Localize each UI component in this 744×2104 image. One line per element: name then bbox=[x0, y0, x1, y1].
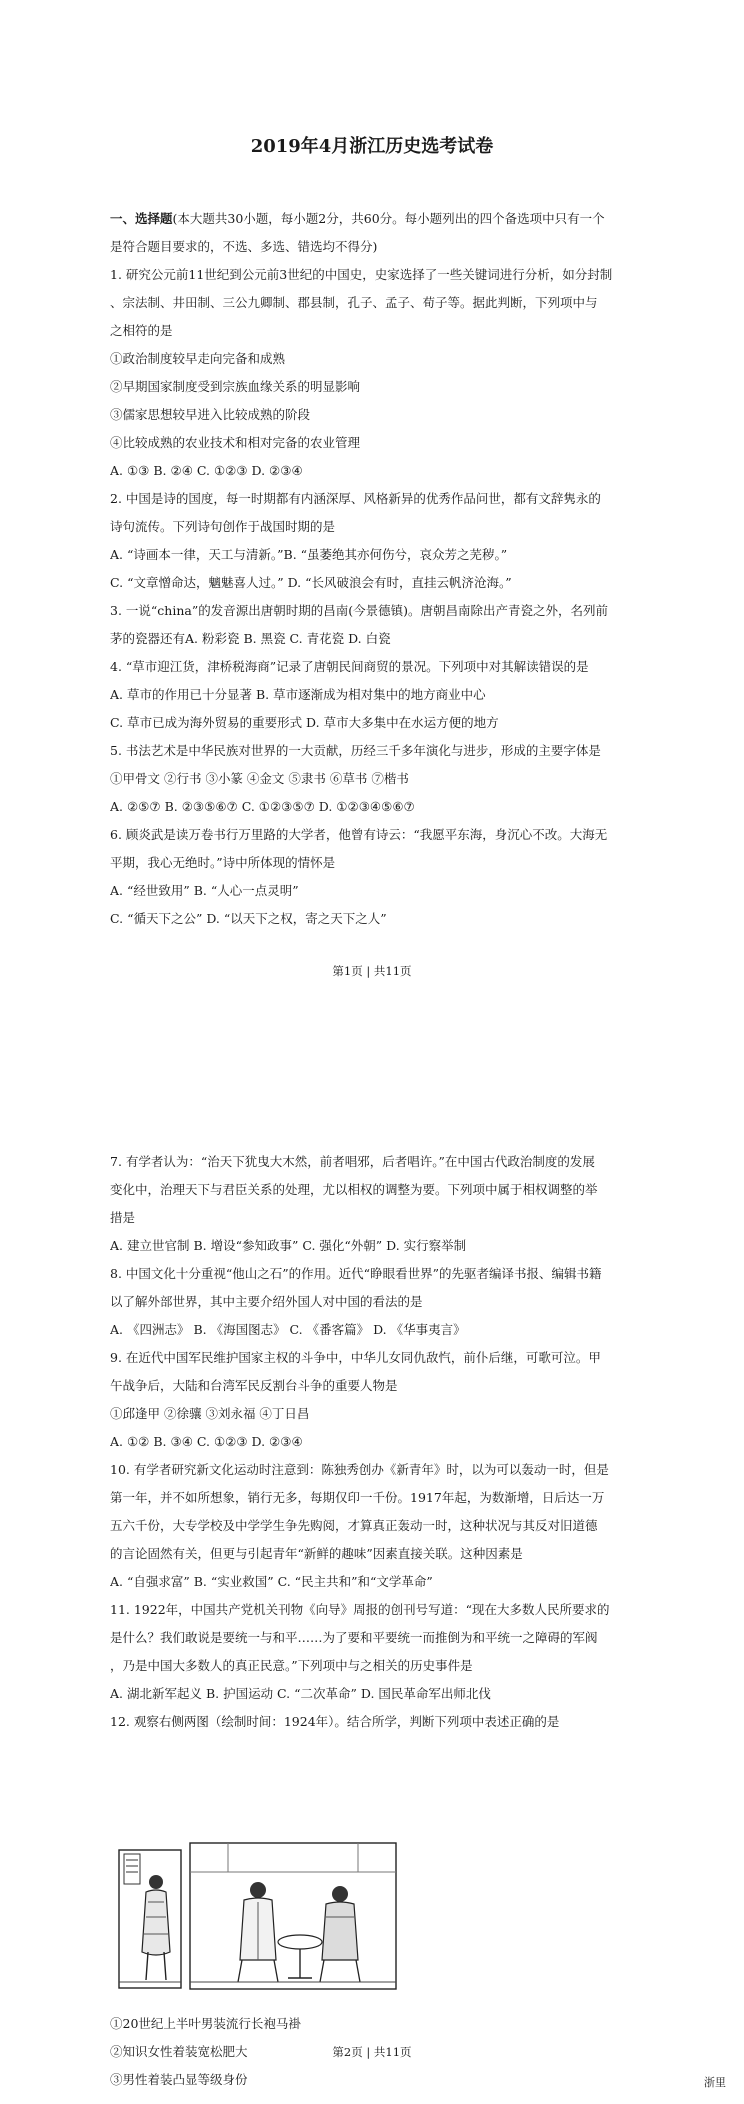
option-item: ①政治制度较早走向完备和成熟 bbox=[110, 351, 286, 366]
text-line: 午战争后，大陆和台湾军民反割台斗争的重要人物是 bbox=[110, 1378, 398, 1393]
answer-choices: A. “诗画本一律，天工与清新。”B. “虽萎绝其亦何伤兮，哀众芳之芜秽。” bbox=[110, 547, 508, 562]
exam-title: 2019年4月浙江历史选考试卷 bbox=[250, 136, 494, 157]
option-item: ②知识女性着装宽松肥大 bbox=[110, 2044, 248, 2059]
answer-choices: A. ①② B. ③④ C. ①②③ D. ②③④ bbox=[110, 1434, 303, 1449]
answer-choices: A. 建立世官制 B. 增设“参知政事” C. 强化“外朝” D. 实行察举制 bbox=[110, 1238, 467, 1253]
text-line: 措是 bbox=[110, 1210, 136, 1225]
answer-choices: A. ②⑤⑦ B. ②③⑤⑥⑦ C. ①②③⑤⑦ D. ①②③④⑤⑥⑦ bbox=[110, 799, 415, 814]
section-label: 一、选择题 bbox=[110, 211, 173, 226]
illustration-men-panel bbox=[190, 1843, 396, 1989]
section-desc: (本大题共30小题，每小题2分，共60分。每小题列出的四个备选项中只有一个 bbox=[172, 211, 605, 226]
text-line: 、宗法制、井田制、三公九卿制、郡县制，孔子、孟子、荀子等。据此判断，下列项中与 bbox=[110, 295, 598, 310]
text-line: 之相符的是 bbox=[110, 323, 173, 338]
answer-choices: C. “文章憎命达，魑魅喜人过。” D. “长风破浪会有时，直挂云帆济沧海。” bbox=[110, 575, 512, 590]
option-item: ①甲骨文 ②行书 ③小篆 ④金文 ⑤隶书 ⑥草书 ⑦楷书 bbox=[110, 771, 409, 786]
question-7: 7. 有学者认为：“治天下犹曳大木然，前者唱邪，后者唱许。”在中国古代政治制度的发展 bbox=[110, 1154, 595, 1169]
option-item: ①邱逢甲 ②徐骧 ③刘永福 ④丁日昌 bbox=[110, 1406, 310, 1421]
question-11: 11. 1922年，中国共产党机关刊物《向导》周报的创刊号写道：“现在大多数人民所要求的 bbox=[110, 1602, 610, 1617]
text-line: 平期，我心无绝时。”诗中所体现的情怀是 bbox=[110, 855, 336, 870]
answer-choices: A. “经世致用” B. “人心一点灵明” bbox=[110, 883, 299, 898]
question-1: 1. 研究公元前11世纪到公元前3世纪的中国史，史家选择了一些关键词进行分析，如分封制 bbox=[110, 267, 613, 282]
question-4: 4. “草市迎江货，津桥税海商”记录了唐朝民间商贸的景况。下列项中对其解读错误的是 bbox=[110, 659, 589, 674]
corner-mark: 浙里 bbox=[704, 2076, 726, 2089]
text-line: 变化中，治理天下与君臣关系的处理，尤以相权的调整为要。下列项中属于相权调整的举 bbox=[110, 1182, 598, 1197]
page2-body bbox=[110, 1148, 650, 1736]
question-10: 10. 有学者研究新文化运动时注意到：陈独秀创办《新青年》时，以为可以轰动一时，但是 bbox=[110, 1462, 609, 1477]
question-5: 5. 书法艺术是中华民族对世界的一大贡献，历经三千多年演化与进步，形成的主要字体是 bbox=[110, 743, 601, 758]
text-line: 第一年，并不如所想象，销行无多，每期仅印一千份。1917年起，为数渐增，日后达一万 bbox=[110, 1490, 605, 1505]
illustration-woman-panel bbox=[119, 1850, 181, 1988]
answer-choices: A. 湖北新军起义 B. 护国运动 C. “二次革命” D. 国民革命军出师北伐 bbox=[110, 1686, 491, 1701]
illustration-1924 bbox=[118, 1842, 398, 1992]
exam-page-1 bbox=[0, 0, 744, 1010]
option-item: ③男性着装凸显等级身份 bbox=[110, 2072, 248, 2087]
text-line: ，乃是中国大多数人的真正民意。”下列项中与之相关的历史事件是 bbox=[110, 1658, 473, 1673]
text-line: 是什么？我们敢说是要统一与和平……为了要和平要统一而推倒为和平统一之障碍的军阀 bbox=[110, 1630, 598, 1645]
option-item: ②早期国家制度受到宗族血缘关系的明显影响 bbox=[110, 379, 361, 394]
text-line: 以了解外部世界，其中主要介绍外国人对中国的看法的是 bbox=[110, 1294, 423, 1309]
answer-choices: C. “循天下之公” D. “以天下之权，寄之天下之人” bbox=[110, 911, 387, 926]
question-3: 3. 一说“china”的发音源出唐朝时期的昌南(今景德镇)。唐朝昌南除出产青瓷之外，名列前 bbox=[110, 603, 608, 618]
answer-choices: 茅的瓷器还有A. 粉彩瓷 B. 黑瓷 C. 青花瓷 D. 白瓷 bbox=[110, 631, 391, 646]
answer-choices: C. 草市已成为海外贸易的重要形式 D. 草市大多集中在水运方便的地方 bbox=[110, 715, 499, 730]
question-12: 12. 观察右侧两图（绘制时间：1924年）。结合所学，判断下列项中表述正确的是 bbox=[110, 1714, 560, 1729]
question-8: 8. 中国文化十分重视“他山之石”的作用。近代“睁眼看世界”的先驱者编译书报、编辑书籍 bbox=[110, 1266, 602, 1281]
text-line: 诗句流传。下列诗句创作于战国时期的是 bbox=[110, 519, 336, 534]
answer-choices: A. “自强求富” B. “实业救国” C. “民主共和”和“文学革命” bbox=[110, 1574, 433, 1589]
answer-choices: A. ①③ B. ②④ C. ①②③ D. ②③④ bbox=[110, 463, 303, 478]
option-item: ①20世纪上半叶男装流行长袍马褂 bbox=[110, 2016, 301, 2031]
text-line: 的言论固然有关，但更与引起青年“新鲜的趣味”因素直接关联。这种因素是 bbox=[110, 1546, 523, 1561]
section-intro bbox=[110, 205, 650, 233]
question-9: 9. 在近代中国军民维护国家主权的斗争中，中华儿女同仇敌忾，前仆后继，可歌可泣。甲 bbox=[110, 1350, 601, 1365]
answer-choices: A. 《四洲志》 B. 《海国图志》 C. 《番客篇》 D. 《华事夷言》 bbox=[110, 1322, 466, 1337]
page1-body bbox=[110, 205, 650, 933]
answer-choices: A. 草市的作用已十分显著 B. 草市逐渐成为相对集中的地方商业中心 bbox=[110, 687, 486, 702]
question-6: 6. 顾炎武是读万卷书行万里路的大学者，他曾有诗云：“我愿平东海，身沉心不改。大海无 bbox=[110, 827, 608, 842]
exam-page-2 bbox=[0, 1010, 744, 2104]
text-line: 五六千份，大专学校及中学学生争先购阅，才算真正轰动一时，这种状况与其反对旧道德 bbox=[110, 1518, 598, 1533]
page-footer: 第1页 | 共11页 bbox=[332, 964, 412, 978]
text-line: 是符合题目要求的，不选、多选、错选均不得分) bbox=[110, 239, 378, 254]
option-item: ④比较成熟的农业技术和相对完备的农业管理 bbox=[110, 435, 361, 450]
option-item: ③儒家思想较早进入比较成熟的阶段 bbox=[110, 407, 311, 422]
question-2: 2. 中国是诗的国度，每一时期都有内涵深厚、风格新异的优秀作品问世，都有文辞隽永的 bbox=[110, 491, 601, 506]
page-footer: 第2页 | 共11页 bbox=[332, 2045, 412, 2059]
